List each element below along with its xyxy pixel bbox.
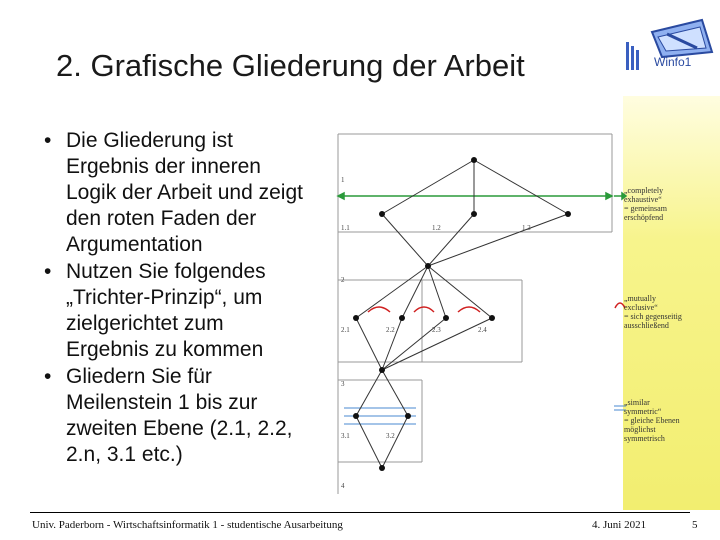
level-label: 1.1: [341, 224, 350, 232]
annotation-completely-exhaustive: [624, 186, 667, 222]
annotation-line: ausschließend: [624, 321, 669, 330]
level-label: 1.3: [522, 224, 531, 232]
level-label: 2.4: [478, 326, 487, 334]
bullet-marker: •: [44, 129, 52, 152]
bullet-marker: •: [44, 365, 52, 388]
annotation-line: erschöpfend: [624, 213, 664, 222]
level-label: 1: [341, 176, 345, 184]
level-label: 2: [341, 276, 345, 284]
outline-diagram: [336, 132, 614, 496]
winfo-logo: [622, 12, 718, 82]
annotation-line: = sich gegenseitig: [624, 312, 682, 321]
bullet-text: Nutzen Sie folgendes „Trichter-Prinzip“, um zielgerichtet zum Ergebnis zu kommen: [66, 260, 266, 361]
annotation-line: = gleiche Ebenen: [624, 416, 680, 425]
annotation-line: „completely: [624, 186, 664, 195]
level-label: 1.2: [432, 224, 441, 232]
annotation-mutually-exclusive: [624, 294, 682, 330]
annotation-line: exhaustive“: [624, 195, 662, 204]
bullet-text: Gliedern Sie für Meilenstein 1 bis zur zweiten Ebene (2.1, 2.2, 2.n, 3.1 etc.): [66, 365, 293, 466]
logo-label: Winfo1: [654, 55, 692, 69]
footer-source: Univ. Paderborn - Wirtschaftsinformatik 1 - studentische Ausarbeitung: [32, 519, 343, 531]
annotation-line: = gemeinsam: [624, 204, 667, 213]
level-label: 3.1: [341, 432, 350, 440]
level-label: 2.2: [386, 326, 395, 334]
annotation-line: exclusive“: [624, 303, 658, 312]
page-number: 5: [692, 519, 698, 531]
slide-title: 2. Grafische Gliederung der Arbeit: [56, 48, 525, 83]
bullet-text: Die Gliederung ist Ergebnis der inneren Logik der Arbeit und zeigt den roten Faden der Argumentation: [66, 129, 303, 256]
bullet-item: [40, 128, 310, 258]
level-label: 3.2: [386, 432, 395, 440]
level-label: 3: [341, 380, 345, 388]
level-label: 4: [341, 482, 345, 490]
annotation-similar-symmetric: [624, 398, 680, 443]
bullet-item: [40, 364, 310, 468]
level-label: 2.3: [432, 326, 441, 334]
annotation-line: möglichst: [624, 425, 656, 434]
annotation-line: symmetric“: [624, 407, 662, 416]
bullet-list: [40, 128, 310, 469]
bullet-item: [40, 259, 310, 363]
annotation-line: „similar: [624, 398, 650, 407]
footer-divider: [30, 512, 690, 513]
level-label: 2.1: [341, 326, 350, 334]
bullet-marker: •: [44, 260, 52, 283]
annotation-line: „mutually: [624, 294, 656, 303]
annotation-line: symmetrisch: [624, 434, 665, 443]
footer-date: 4. Juni 2021: [592, 519, 647, 531]
